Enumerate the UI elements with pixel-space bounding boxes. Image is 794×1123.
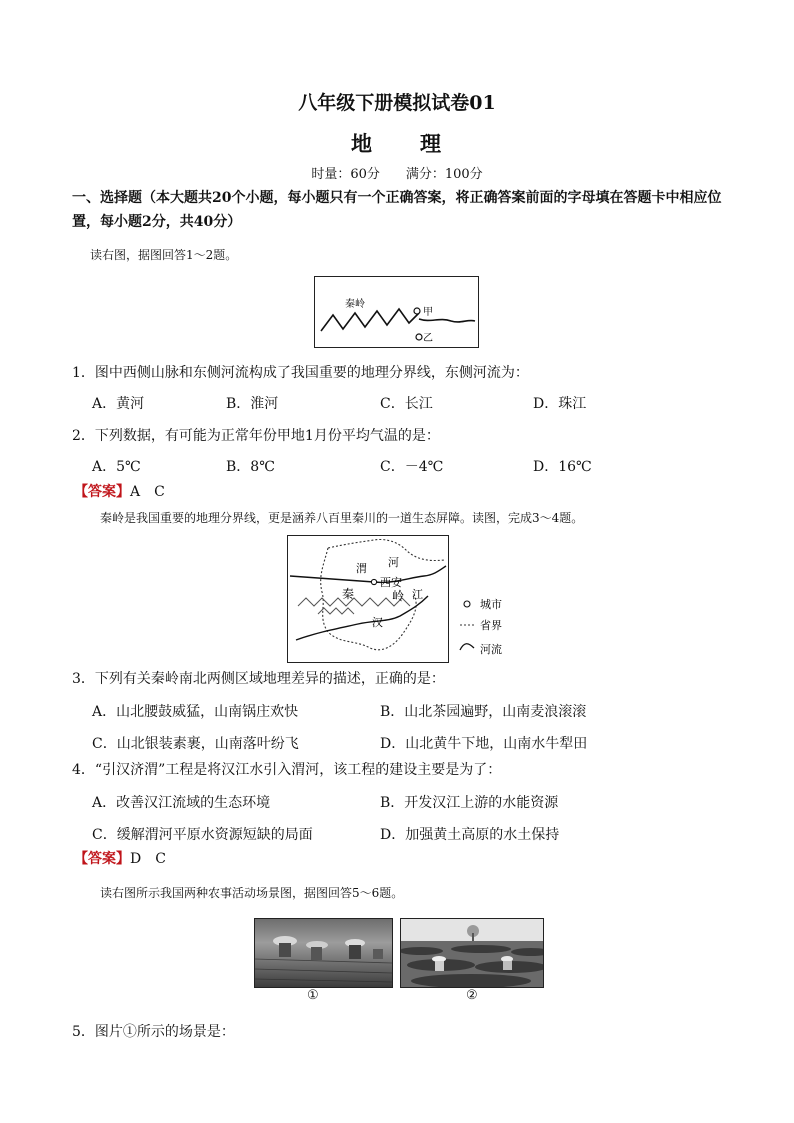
answer-1-value: A C (130, 484, 165, 500)
exam-title: 八年级下册模拟试卷01 (298, 92, 496, 114)
qinling-region-map (287, 535, 449, 663)
q4-option-d: D．加强黄土高原的水土保持 (380, 827, 560, 843)
q2-option-c: C．－4℃ (380, 459, 444, 475)
photo-2-svg (401, 919, 543, 987)
question-3-stem: 3．下列有关秦岭南北两侧区域地理差异的描述，正确的是： (72, 671, 445, 687)
q3-option-b: B．山北茶园遍野，山南麦浪滚滚 (380, 704, 587, 720)
legend-river-label: 河流 (480, 643, 502, 656)
group3-intro: 读右图所示我国两种农事活动场景图，据图回答5～6题。 (100, 886, 404, 900)
legend-svg (458, 596, 528, 660)
qinling-map-svg (315, 277, 478, 347)
q4-option-c: C．缓解渭河平原水资源短缺的局面 (92, 827, 313, 843)
legend-river-icon (460, 644, 474, 650)
photo-2-caption: ② (466, 988, 478, 1003)
section-heading-line1: 一、选择题（本大题共20个小题，每小题只有一个正确答案，将正确答案前面的字母填在答题卡中相应位 (72, 190, 722, 206)
group2-intro: 秦岭是我国重要的地理分界线，更是涵养八百里秦川的一道生态屏障。读图，完成3～4题。 (100, 511, 584, 525)
map-label-xian: 西安 (380, 576, 402, 589)
question-2-stem: 2．下列数据，有可能为正常年份甲地1月份平均气温的是： (72, 428, 440, 444)
map-label-jiang: 江 (412, 588, 423, 601)
map-label-he: 河 (388, 556, 399, 569)
answer-2-label: 【答案】 (74, 851, 130, 867)
xian-city-marker (371, 579, 376, 584)
section-heading-line2: 置，每小题2分，共40分） (72, 214, 242, 230)
q3-option-a: A．山北腰鼓威猛，山南锅庄欢快 (92, 704, 299, 720)
photo-1-svg (255, 919, 392, 987)
q2-option-d: D．16℃ (533, 459, 592, 475)
map-label-wei: 渭 (356, 562, 367, 575)
qinling-region-svg (288, 536, 448, 662)
river-line (419, 319, 475, 322)
q3-option-d: D．山北黄牛下地，山南水牛犁田 (380, 736, 588, 752)
han-river-line (296, 596, 428, 640)
point-jia-marker (414, 308, 420, 314)
legend-boundary-label: 省界 (480, 619, 502, 632)
q1-option-d: D．珠江 (533, 396, 587, 412)
map-label-qin: 秦 (342, 587, 355, 601)
question-5-stem: 5．图片①所示的场景是： (72, 1024, 235, 1040)
map-label-han: 汉 (372, 616, 383, 629)
map-legend (458, 596, 528, 660)
q4-option-b: B．开发汉江上游的水能资源 (380, 795, 559, 811)
q4-option-a: A．改善汉江流域的生态环境 (92, 795, 271, 811)
q1-option-a: A．黄河 (92, 396, 145, 412)
q2-option-b: B．8℃ (226, 459, 275, 475)
q1-option-b: B．淮河 (226, 396, 279, 412)
map-label-ling: 岭 (392, 589, 405, 603)
map-label-yi: 乙 (423, 333, 433, 344)
mountain-hachure-2 (318, 608, 354, 614)
photo-1-caption: ① (307, 988, 319, 1003)
wei-river-line (290, 566, 446, 582)
farm-activity-photo-1 (254, 918, 393, 988)
qinling-map-figure (314, 276, 479, 348)
map-label-jia: 甲 (423, 307, 433, 318)
question-1-stem: 1．图中西侧山脉和东侧河流构成了我国重要的地理分界线，东侧河流为： (72, 365, 529, 381)
province-boundary-north (328, 539, 444, 560)
farm-activity-photo-2 (400, 918, 544, 988)
answer-2 (74, 848, 166, 868)
exam-meta: 时量：60分 满分：100分 (311, 167, 483, 182)
q3-option-c: C．山北银装素裹，山南落叶纷飞 (92, 736, 299, 752)
q2-option-a: A．5℃ (92, 459, 141, 475)
answer-1-label: 【答案】 (74, 484, 130, 500)
group1-intro: 读右图，据图回答1～2题。 (90, 248, 238, 262)
point-yi-marker (416, 334, 422, 340)
map-label-qinling: 秦岭 (345, 299, 365, 310)
mountain-range-line (321, 309, 419, 331)
q1-option-c: C．长江 (380, 396, 433, 412)
subject-title: 地 理 (351, 131, 443, 156)
answer-1 (74, 481, 165, 501)
legend-city-icon (464, 601, 470, 607)
question-4-stem: 4．“引汉济渭”工程是将汉江水引入渭河，该工程的建设主要是为了： (72, 762, 502, 778)
answer-2-value: D C (130, 851, 166, 867)
legend-city-label: 城市 (480, 598, 502, 611)
